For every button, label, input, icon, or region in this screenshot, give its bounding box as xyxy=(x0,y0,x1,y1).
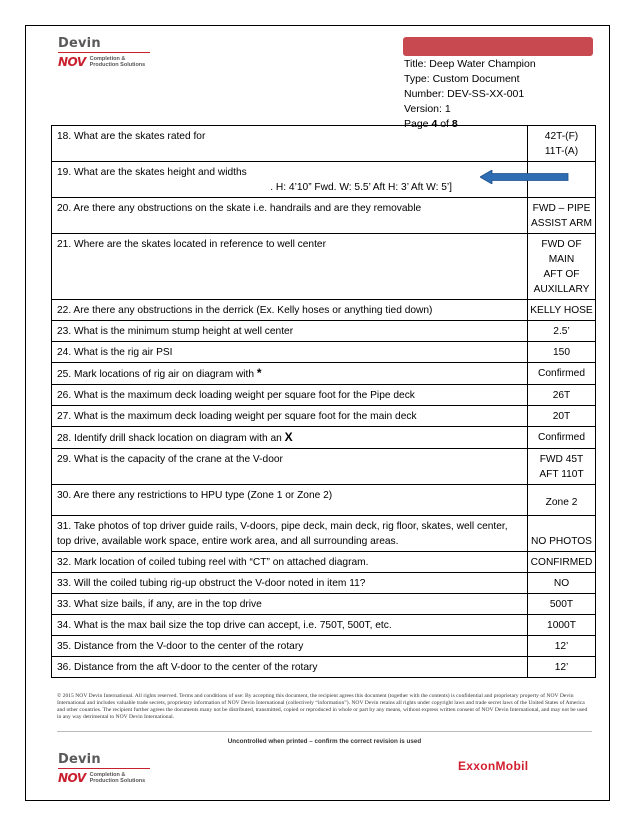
answer-line: Zone 2 xyxy=(545,497,578,508)
answer-line: NO PHOTOS xyxy=(531,536,592,547)
answer-line: AFT 110T xyxy=(539,469,584,480)
answer-cell xyxy=(528,657,596,678)
question-text: 33. What size bails, if any, are in the top drive xyxy=(57,599,262,610)
question-cell xyxy=(52,406,528,427)
answer-line: Confirmed xyxy=(538,368,585,379)
division-name: Completion & Production Solutions xyxy=(89,56,146,68)
answer-line: FWD – PIPE xyxy=(532,203,591,214)
answer-line: FWD 45T xyxy=(539,454,584,465)
answer-line: 2.5’ xyxy=(553,326,570,337)
answer-cell xyxy=(528,594,596,615)
question-cell xyxy=(52,126,528,162)
table-row xyxy=(52,573,596,594)
question-cell xyxy=(52,300,528,321)
answer-line: FWD OF xyxy=(541,239,582,250)
diagram-marker: X xyxy=(284,430,293,444)
division-name: Completion & Production Solutions xyxy=(89,772,146,784)
question-text: 30. Are there any restrictions to HPU type (Zone 1 or Zone 2) xyxy=(57,490,333,501)
answer-cell xyxy=(528,363,596,385)
answer-line: NO xyxy=(553,578,570,589)
table-row xyxy=(52,321,596,342)
question-cell xyxy=(52,552,528,573)
question-cell xyxy=(52,449,528,485)
answer-line: 12’ xyxy=(554,662,569,673)
table-row xyxy=(52,406,596,427)
answer-cell xyxy=(528,615,596,636)
answer-cell xyxy=(528,126,596,162)
answer-line: CONFIRMED xyxy=(530,557,593,568)
question-cell xyxy=(52,363,528,385)
answer-line: Confirmed xyxy=(538,432,585,443)
question-text: 31. Take photos of top driver guide rails, V-doors, pipe deck, main deck, rig floor, skates, well center, top drive, available work space, entire work area, and all surrounding areas. xyxy=(57,521,508,547)
devin-wordmark: Devin xyxy=(58,36,101,51)
question-text: 21. Where are the skates located in reference to well center xyxy=(57,239,326,250)
answer-cell xyxy=(528,198,596,234)
answer-cell xyxy=(528,449,596,485)
answer-cell xyxy=(528,485,596,516)
question-text: 22. Are there any obstructions in the derrick (Ex. Kelly hoses or anything tied down) xyxy=(57,305,433,316)
question-cell xyxy=(52,234,528,300)
table-row xyxy=(52,427,596,449)
table-row xyxy=(52,363,596,385)
answer-cell xyxy=(528,385,596,406)
answer-line: 1000T xyxy=(547,620,576,631)
question-text: 19. What are the skates height and widths xyxy=(57,167,247,178)
answer-cell xyxy=(528,234,596,300)
question-text: 20. Are there any obstructions on the skate i.e. handrails and are they removable xyxy=(57,203,422,214)
table-row xyxy=(52,300,596,321)
legal-notice: © 2015 NOV Devin International. All rights reserved. Terms and conditions of use: By accepting this document, the recipient agrees this document (together with the contents) is confidential and proprietary property of NOV Devin International and includes valuable trade secrets, proprietary information of NOV Devin International (collectively “information”). NOV Devin retains all rights under copyright laws and trade secret laws of the United States of America and other countries. The recipient further agrees the documents many not be distributed, transmitted, copied or reproduced in whole or part by any means, without express written consent of NOV Devin International, and may not be used in any way detrimental to NOV Devin International. xyxy=(57,693,588,720)
answer-cell xyxy=(528,516,596,552)
answer-cell xyxy=(528,573,596,594)
table-row xyxy=(52,449,596,485)
answer-cell xyxy=(528,552,596,573)
question-cell xyxy=(52,321,528,342)
question-text: 27. What is the maximum deck loading weight per square foot for the main deck xyxy=(57,411,417,422)
doc-number: Number: DEV-SS-XX-001 xyxy=(404,88,525,100)
devin-nov-logo xyxy=(58,36,150,69)
table-row xyxy=(52,615,596,636)
table-row xyxy=(52,485,596,516)
answer-line: 500T xyxy=(549,599,574,610)
answer-line: 20T xyxy=(552,411,571,422)
devin-nov-logo-footer xyxy=(58,752,150,785)
table-row xyxy=(52,552,596,573)
question-cell xyxy=(52,657,528,678)
question-text: 25. Mark locations of rig air on diagram with xyxy=(57,369,255,380)
question-text: 28. Identify drill shack location on diagram with an xyxy=(57,433,282,444)
answer-cell xyxy=(528,300,596,321)
table-row xyxy=(52,342,596,363)
question-cell xyxy=(52,342,528,363)
question-cell xyxy=(52,516,528,552)
answer-line: KELLY HOSE xyxy=(530,305,593,316)
answer-line: ASSIST ARM xyxy=(531,218,592,229)
answer-line: 150 xyxy=(553,347,570,358)
left-arrow-icon xyxy=(480,170,570,184)
question-cell xyxy=(52,162,528,198)
answer-cell xyxy=(528,406,596,427)
devin-wordmark: Devin xyxy=(58,752,101,767)
table-row xyxy=(52,198,596,234)
logo-rule xyxy=(58,768,150,769)
logo-rule xyxy=(58,52,150,53)
answer-line: 42T-(F) xyxy=(544,131,579,142)
question-text: 34. What is the max bail size the top drive can accept, i.e. 750T, 500T, etc. xyxy=(57,620,392,631)
doc-type: Type: Custom Document xyxy=(404,73,520,85)
table-row xyxy=(52,636,596,657)
table-row xyxy=(52,126,596,162)
answer-inline-text: . H: 4’10” Fwd. W: 5.5’ Aft H: 3’ Aft W: 5’] xyxy=(270,182,452,193)
question-cell xyxy=(52,636,528,657)
question-text: 36. Distance from the aft V-door to the center of the rotary xyxy=(57,662,318,673)
answer-cell xyxy=(528,342,596,363)
exxonmobil-logo: ExxonMobil xyxy=(458,759,529,773)
question-text: 18. What are the skates rated for xyxy=(57,131,206,142)
question-cell xyxy=(52,427,528,449)
table-row xyxy=(52,594,596,615)
answer-cell xyxy=(528,321,596,342)
answer-line: AFT OF xyxy=(543,269,580,280)
nov-wordmark: NOV xyxy=(58,55,86,69)
doc-title: Title: Deep Water Champion xyxy=(404,58,536,70)
question-cell xyxy=(52,594,528,615)
answer-line: MAIN xyxy=(548,254,575,265)
answer-line: 12’ xyxy=(554,641,569,652)
question-cell xyxy=(52,385,528,406)
table-row xyxy=(52,234,596,300)
answer-cell xyxy=(528,427,596,449)
header-accent-bar xyxy=(403,37,593,56)
answer-line: 26T xyxy=(552,390,571,401)
table-row xyxy=(52,657,596,678)
footer-divider xyxy=(57,731,592,732)
question-cell xyxy=(52,615,528,636)
table-row xyxy=(52,385,596,406)
question-cell xyxy=(52,485,528,516)
question-text: 26. What is the maximum deck loading weight per square foot for the Pipe deck xyxy=(57,390,415,401)
answer-line: 11T-(A) xyxy=(544,146,579,157)
answer-line: AUXILLARY xyxy=(533,284,590,295)
document-info-block xyxy=(404,57,536,132)
uncontrolled-notice: Uncontrolled when printed – confirm the correct revision is used xyxy=(227,738,422,745)
question-text: 33. Will the coiled tubing rig-up obstruct the V-door noted in item 11? xyxy=(57,578,366,589)
page-number: Page 4 of 8 xyxy=(404,118,458,130)
question-text: 23. What is the minimum stump height at well center xyxy=(57,326,294,337)
question-cell xyxy=(52,198,528,234)
question-text: 35. Distance from the V-door to the center of the rotary xyxy=(57,641,304,652)
answer-cell xyxy=(528,636,596,657)
doc-version: Version: 1 xyxy=(404,103,451,115)
question-text: 29. What is the capacity of the crane at the V-door xyxy=(57,454,283,465)
checklist-table xyxy=(51,125,596,678)
question-text: 24. What is the rig air PSI xyxy=(57,347,173,358)
question-cell xyxy=(52,573,528,594)
diagram-marker: * xyxy=(256,366,262,380)
table-row xyxy=(52,516,596,552)
nov-wordmark: NOV xyxy=(58,771,86,785)
question-text: 32. Mark location of coiled tubing reel with “CT” on attached diagram. xyxy=(57,557,369,568)
